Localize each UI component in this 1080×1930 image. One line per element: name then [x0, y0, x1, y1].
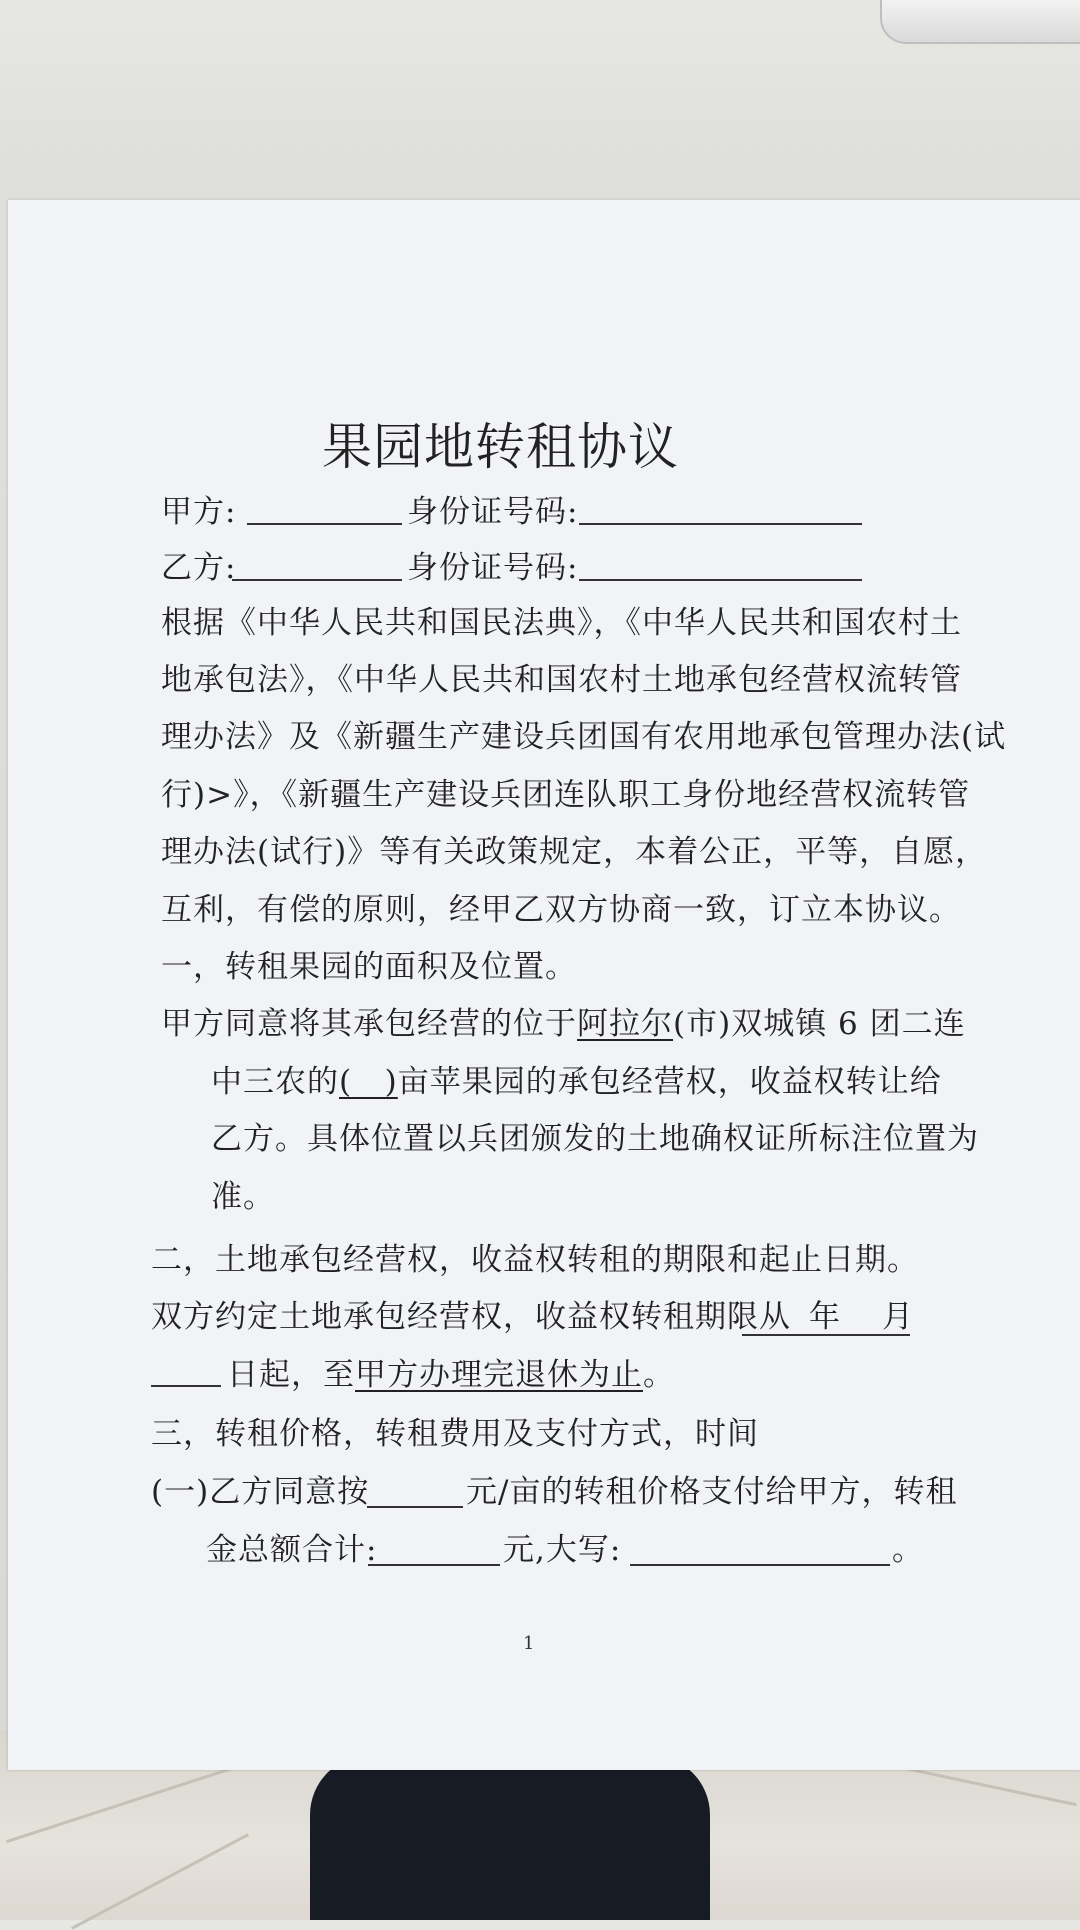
section-3-item-1-line-2-mid: 元,大写:	[503, 1532, 622, 1568]
section-3-item-1-middle: 元/亩的转租价格支付给甲方，转租	[466, 1474, 958, 1510]
party-b-label: 乙方:	[161, 550, 237, 586]
party-b-id-blank	[579, 579, 862, 581]
party-a-label: 甲方:	[161, 494, 237, 530]
preamble-line-5: 理办法(试行)》等有关政策规定，本着公正，平等，自愿，	[161, 834, 988, 870]
party-a-id-blank	[579, 523, 862, 525]
floor-tile-line	[71, 1833, 249, 1930]
section-3-item-1-line-2-end: 。	[892, 1532, 924, 1568]
section-2-day-label: 日起，至	[227, 1357, 355, 1393]
section-1-location: 阿拉尔	[577, 1006, 673, 1042]
section-3-amount-words-blank	[630, 1564, 890, 1566]
section-1-line-1-prefix: 甲方同意将其承包经营的位于	[161, 1006, 577, 1042]
section-2-start-date-blank	[742, 1334, 910, 1336]
party-b-name-blank	[232, 579, 402, 581]
preamble-line-6: 互利，有偿的原则，经甲乙双方协商一致，订立本协议。	[161, 892, 961, 928]
section-3-total-blank	[368, 1564, 500, 1566]
preamble-line-1: 根据《中华人民共和国民法典》，《中华人民共和国农村土	[161, 605, 962, 641]
section-1-line-2	[211, 1062, 942, 1102]
party-b-id-label: 身份证号码:	[407, 550, 579, 586]
section-2-year-label: 年	[809, 1299, 841, 1335]
section-1-line-1	[161, 1004, 966, 1044]
section-3-price-blank	[367, 1506, 463, 1508]
section-1-line-4: 准。	[211, 1179, 275, 1215]
section-3-heading: 三，转租价格，转租费用及支付方式，时间	[151, 1416, 759, 1452]
section-1-line-2-prefix: 中三农的	[211, 1064, 339, 1100]
section-2-month-label: 月	[882, 1299, 914, 1335]
section-2-line-2	[227, 1355, 675, 1395]
section-2-end-condition: 甲方办理完退休为止	[355, 1357, 643, 1393]
section-3-item-1-line-2-prefix: 金总额合计:	[206, 1532, 378, 1568]
section-2-day-blank	[151, 1385, 221, 1387]
section-1-line-2-suffix: 亩苹果园的承包经营权，收益权转让给	[397, 1064, 942, 1100]
dark-object	[310, 1755, 710, 1920]
phone-corner	[880, 0, 1080, 44]
party-a-id-label: 身份证号码:	[407, 494, 579, 530]
section-2-end-punct: 。	[643, 1357, 675, 1393]
section-3-item-1-prefix: (一)乙方同意按	[151, 1474, 370, 1510]
section-2-heading: 二，土地承包经营权，收益权转租的期限和起止日期。	[151, 1242, 919, 1278]
section-1-heading: 一，转租果园的面积及位置。	[161, 949, 577, 985]
preamble-line-2: 地承包法》，《中华人民共和国农村土地承包经营权流转管	[161, 662, 962, 698]
section-2-line-1: 双方约定土地承包经营权，收益权转租期限从	[151, 1299, 791, 1335]
page-number: 1	[523, 1633, 535, 1654]
preamble-line-3: 理办法》及《新疆生产建设兵团国有农用地承包管理办法(试	[161, 719, 1007, 755]
document-title: 果园地转租协议	[322, 418, 679, 476]
preamble-line-4: 行)>》，《新疆生产建设兵团连队职工身份地经营权流转管	[161, 777, 971, 813]
section-1-area-blank: ( )	[339, 1064, 398, 1100]
section-1-line-3: 乙方。具体位置以兵团颁发的土地确权证所标注位置为	[211, 1121, 979, 1157]
party-a-name-blank	[247, 523, 402, 525]
floor-tile-line	[6, 1760, 254, 1843]
section-1-line-1-suffix: (市)双城镇 6 团二连	[673, 1006, 966, 1042]
